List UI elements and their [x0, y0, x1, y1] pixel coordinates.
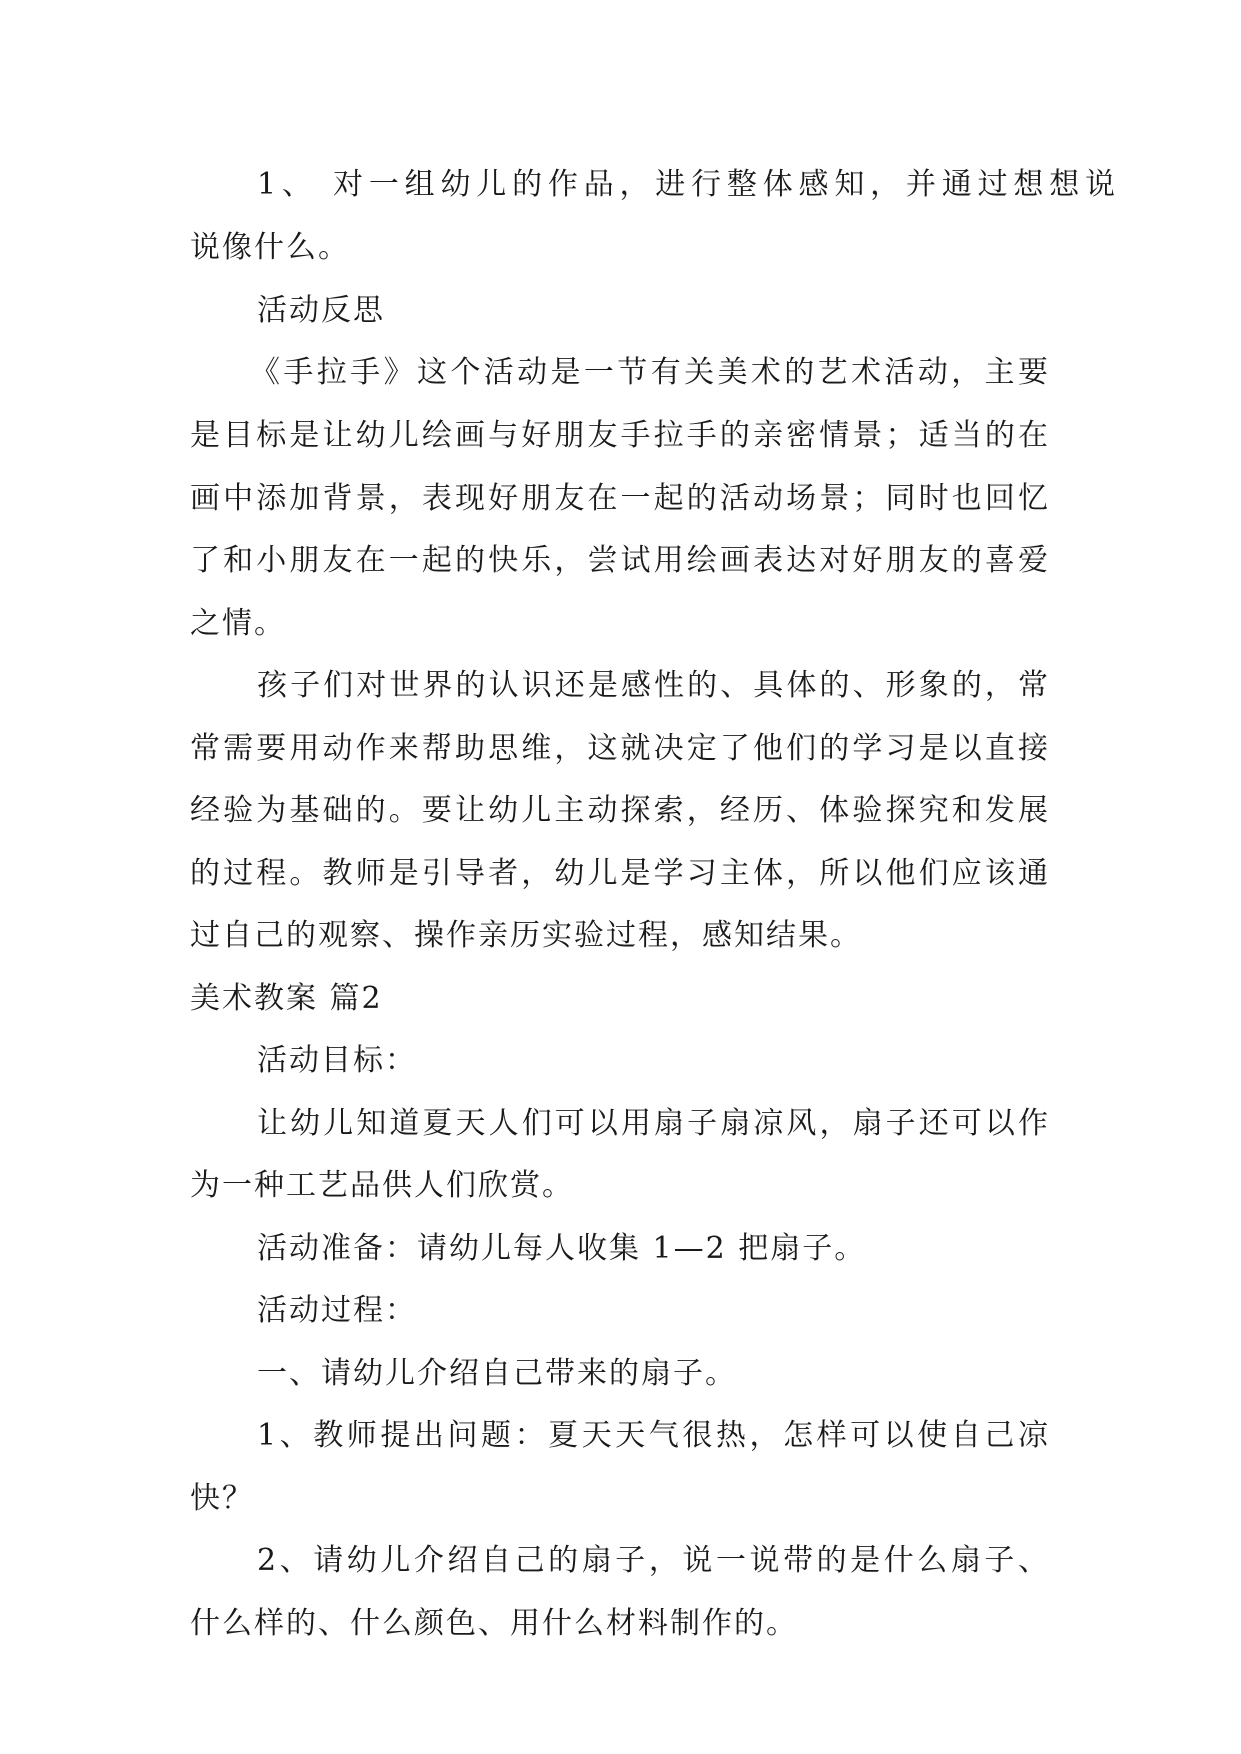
paragraph-line: 画中添加背景，表现好朋友在一起的活动场景；同时也回忆 — [190, 481, 1050, 516]
section-heading: 活动目标： — [257, 1043, 417, 1078]
paragraph-line: 之情。 — [190, 606, 286, 641]
paragraph-line: 是目标是让幼儿绘画与好朋友手拉手的亲密情景；适当的在 — [190, 418, 1050, 453]
paragraph-line: 的过程。教师是引导者，幼儿是学习主体，所以他们应该通 — [190, 856, 1050, 891]
paragraph-line: 快？ — [190, 1481, 254, 1516]
paragraph-line: 《手拉手》这个活动是一节有关美术的艺术活动，主要 — [250, 355, 1050, 390]
section-heading: 活动过程： — [257, 1293, 417, 1328]
paragraph-line: 过自己的观察、操作亲历实验过程，感知结果。 — [190, 918, 862, 953]
paragraph-line: 为一种工艺品供人们欣赏。 — [190, 1168, 574, 1203]
paragraph-line: 2、请幼儿介绍自己的扇子，说一说带的是什么扇子、 — [257, 1543, 1050, 1578]
paragraph-line: 经验为基础的。要让幼儿主动探索，经历、体验探究和发展 — [190, 793, 1050, 828]
paragraph-line: 活动准备：请幼儿每人收集 1—2 把扇子。 — [257, 1231, 867, 1266]
section-title: 美术教案 篇2 — [190, 981, 383, 1016]
paragraph-line: 常需要用动作来帮助思维，这就决定了他们的学习是以直接 — [190, 731, 1050, 766]
paragraph-line: 让幼儿知道夏天人们可以用扇子扇凉风，扇子还可以作 — [257, 1106, 1050, 1141]
paragraph-line: 说像什么。 — [190, 230, 350, 265]
paragraph-line: 了和小朋友在一起的快乐，尝试用绘画表达对好朋友的喜爱 — [190, 543, 1050, 578]
paragraph-line: 一、请幼儿介绍自己带来的扇子。 — [257, 1356, 737, 1391]
paragraph-line: 孩子们对世界的认识还是感性的、具体的、形象的，常 — [257, 668, 1050, 703]
paragraph-line: 什么样的、什么颜色、用什么材料制作的。 — [190, 1606, 798, 1641]
paragraph-line: 1、教师提出问题：夏天天气很热，怎样可以使自己凉 — [257, 1418, 1050, 1453]
section-heading: 活动反思 — [257, 293, 385, 328]
paragraph-line: 1、 对一组幼儿的作品，进行整体感知，并通过想想说 — [257, 167, 1117, 202]
